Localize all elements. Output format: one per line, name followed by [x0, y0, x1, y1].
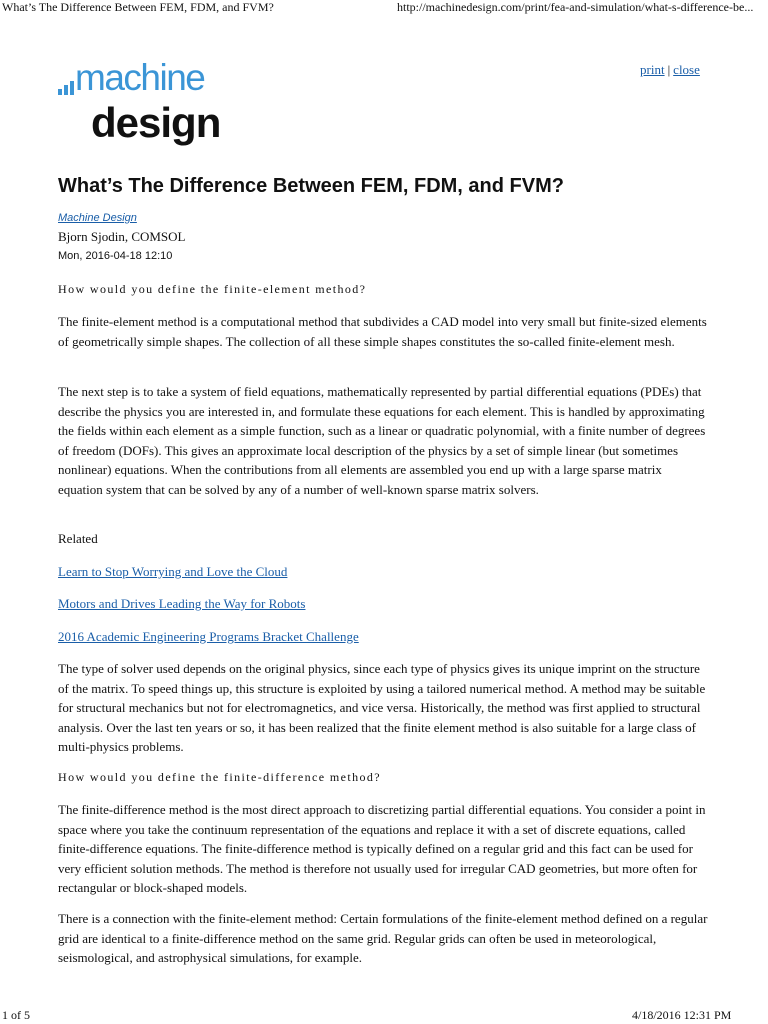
print-header-url: http://machinedesign.com/print/fea-and-simulation/what-s-difference-be... [397, 0, 754, 14]
print-close-actions [640, 62, 700, 78]
article-author: Bjorn Sjodin, COMSOL [58, 229, 186, 244]
footer-timestamp: 4/18/2016 12:31 PM [632, 1008, 732, 1022]
paragraph-fem-pdes: The next step is to take a system of field equations, mathematically represented by partial differential equations (PDEs) that describe the physics you are interested in, and formulate these equations for each element. This is handled by approximating the fields within each element as a simple function, such as a linear or quadratic polynomial, with a finite number of degrees of freedom (DOFs). This gives an approximate local description of the physics by a set of simple linear (but sometimes nonlinear) equations. When the contributions from all elements are assembled you end up with a large sparse matrix equation system that can be solved by any of a number of well-known sparse matrix solvers. [58, 384, 706, 497]
related-label: Related [58, 531, 98, 546]
article-date: Mon, 2016-04-18 12:10 [58, 250, 173, 262]
print-link[interactable]: print [640, 62, 665, 77]
paragraph-solver: The type of solver used depends on the original physics, since each type of physics gives its unique imprint on the structure of the matrix. To speed things up, this structure is exploited by using a tailored numerical method. A method may be suitable for structural mechanics but not for electromagnetics, and vice versa. Historically, the method was first applied to structural analysis. Over the last ten years or so, it has been realized that the finite element method is also suitable for a large class of multi-physics problems. [58, 661, 706, 754]
section-heading-fem: How would you define the finite-element method? [58, 282, 367, 296]
footer-page-count: 1 of 5 [2, 1008, 30, 1022]
print-header-title: What’s The Difference Between FEM, FDM, and FVM? [2, 0, 274, 14]
paragraph-fem-intro: The finite-element method is a computational method that subdivides a CAD model into very small but finite-sized elements of geometrically simple shapes. The collection of all these simple shapes constitutes the so-called finite-element mesh. [58, 314, 707, 349]
related-link-robots[interactable]: Motors and Drives Leading the Way for Robots [58, 596, 306, 611]
source-link[interactable]: Machine Design [58, 212, 137, 224]
logo-line-machine: machine [75, 57, 205, 98]
related-link-cloud[interactable]: Learn to Stop Worrying and Love the Cloud [58, 564, 288, 579]
logo-bars-icon [58, 81, 76, 95]
logo-line-design: design [91, 99, 221, 146]
machine-design-logo[interactable] [58, 57, 221, 148]
actions-separator: | [667, 62, 671, 77]
section-heading-fdm: How would you define the finite-difference method? [58, 770, 382, 784]
related-link-bracket[interactable]: 2016 Academic Engineering Programs Bracket Challenge [58, 629, 359, 644]
paragraph-fdm-connection: There is a connection with the finite-element method: Certain formulations of the finite-element method defined on a regular grid are identical to a finite-difference method on the same grid. Regular grids can often be used in meteorological, seismological, and astrophysical simulations, for example. [58, 911, 708, 965]
paragraph-fdm-intro: The finite-difference method is the most direct approach to discretizing partial differential equations. You consider a point in space where you take the continuum representation of the equations and replace it with a set of discrete equations, called finite-difference equations. The finite-difference method is typically defined on a regular grid and this fact can be used for very efficient solution methods. The method is therefore not usually used for irregular CAD geometries, but more often for rectangular or block-shaped models. [58, 802, 706, 895]
close-link[interactable]: close [673, 62, 700, 77]
article-title: What’s The Difference Between FEM, FDM, and FVM? [58, 175, 564, 197]
